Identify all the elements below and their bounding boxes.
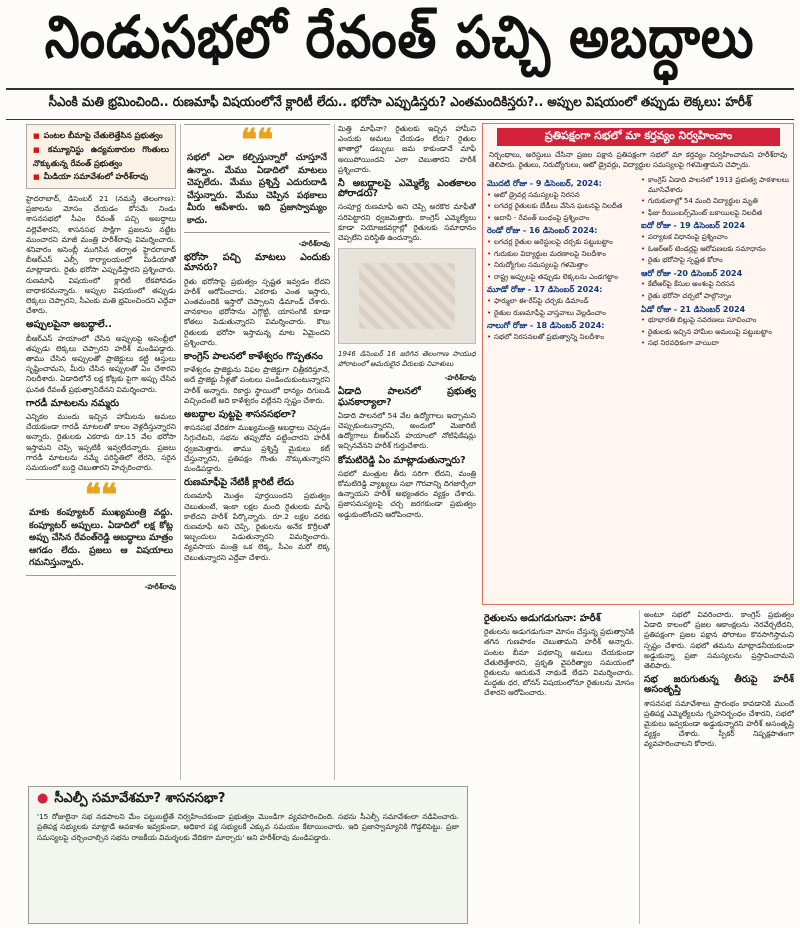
body-paragraph: సంపూర్ణ రుణమాఫీ అని చెప్పి అరకొర మాఫీతో సరిపెట్టారని ధ్వజమెత్తారు. కాంగ్రెస్ ఎమ్మెల్యేలు కూడా నియోజకవర్గాల్లో రైతులకు సమాధానం చెప్పలేని పరిస్థితి ఉందన్నారు.: [338, 202, 476, 243]
session-item: • రైతుల రుణమాఫీపై వాస్తవాలు వెల్లడించాం: [487, 309, 635, 319]
pull-quote-text: మాకు కంప్యూటర్ ముఖ్యమంత్రి వద్దు. కంప్యూటర్ అప్పులు. ఏడాదిలో లక్ష కోట్ల అప్పు చేసిన రేవంత్‌రెడ్డి అబద్ధాలు మాత్రం ఆగడం లేదు. ప్రజలు ఆ విషయాలు గమనిస్తున్నారు.: [29, 508, 173, 569]
session-item: • సభ నిరవధికంగా వాయిదా: [641, 339, 789, 349]
highlight-item: ■ మీడియా సమావేశంలో హరీశ్‌రావు: [33, 170, 169, 184]
session-item: • పర్యాటక విధానంపై ప్రశ్నించాం: [641, 233, 789, 243]
session-item: • ఓఆర్ఆర్ టెండర్లపై ఆరోపణలకు సమాధానం: [641, 245, 789, 255]
session-item: • లగచర్ల రైతులకు బేడీలు వేసిన ఘటనపై నిలదీత: [487, 202, 635, 212]
body-paragraph: శాసనసభ సమావేశాలు ప్రారంభం కావడానికి ముందే ప్రతిపక్ష ఎమ్మెల్యేలను గృహనిర్బంధం చేశారని, సభలో మైకులు ఇవ్వకుండా అడ్డుకున్నారని హరీశ్ అసంతృప్తి వ్యక్తం చేశారు. స్పీకర్ నిష్పక్షపాతంగా వ్యవహరించాలని కోరారు.: [644, 698, 794, 749]
body-paragraph: రైతులను అడుగడుగునా మోసం చేస్తున్న ప్రభుత్వానికి తగిన గుణపాఠం చెబుతామని హరీశ్ అన్నారు. పంటల బీమా పథకాన్ని అమలు చేయకుండా చేతులెత్తేశారని, ప్రకృతి వైపరీత్యాల సమయంలో రైతులను ఆదుకునే నాథుడే లేడని విమర్శించారు. మద్దతు ధర, బోనస్ విషయంలోనూ రైతులను మోసం చేశారని ఆరోపించారు.: [484, 627, 634, 698]
session-item: • ఆటో డ్రైవర్ల సమస్యలపై నిరసన: [487, 191, 635, 201]
session-day-heading: మొదటి రోజు - 9 డిసెంబర్, 2024:: [487, 179, 602, 188]
section-heading: సభ జరుగుతున్న తీరుపై హరీశ్ అసంతృప్తి: [644, 674, 794, 696]
session-day-heading: మూడో రోజు - 17 డిసెంబర్ 2024:: [487, 285, 603, 295]
section-heading: గారడీ మాటలను నమ్మరు: [26, 397, 120, 409]
session-day-heading: ఆరో రోజు -20 డిసెంబర్ 2024: [641, 268, 743, 278]
box-text: '15 రోజులైనా సభ నడపాలని మేం పట్టుబట్టితే నిర్వహించకుండా ప్రభుత్వం మొండిగా వ్యవహరించింది. సభను సీఎల్పీ సమావేశంలా నడిపించారు. ప్రతిపక్ష సభ్యులకు మాట్లాడే అవకాశం ఇవ్వకుండా, అధికార పక్ష సభ్యులకే ఎక్కువ సమయం కేటాయించారు. ఇది ప్రజాస్వామ్యానికి గొడ్డలిపెట్టు. ప్రజా సమస్యలపై చర్చించాల్సిన సభను రాజకీయ విమర్శలకు వేదికగా మార్చారు' అని హరీశ్‌రావు మండిపడ్డారు.: [37, 812, 459, 842]
column-divider: [334, 124, 335, 780]
panel-columns: [487, 176, 789, 351]
panel-left-column: [487, 176, 635, 351]
body-paragraph: శాసనసభ వేదికగా ముఖ్యమంత్రి అబద్ధాలు చెప్పడం సిగ్గుచేటని, సభను తప్పుదోవ పట్టించారని హరీశ్ ధ్వజమెత్తారు. తాము ప్రశ్నిస్తే మైకులు కట్ చేస్తున్నారని, ప్రతిపక్షం గొంతు నొక్కుతున్నారని మండిపడ్డారు.: [184, 423, 330, 474]
subheadline-divider: [6, 119, 794, 120]
section-heading: రైతులను అడుగడుగునా: హరీశ్: [484, 613, 601, 624]
section-heading: కాంగ్రెస్ పాలనలో కాళేశ్వరం గొప్పతనం: [184, 351, 323, 363]
session-item: • భూభారతి బిల్లుపై సవరణలు సూచించాం: [641, 316, 789, 326]
body-paragraph: ఎన్నికల ముందు ఇచ్చిన హామీలను అమలు చేయకుండా గారడీ మాటలతో కాలం వెళ్లదీస్తున్నారని అన్నారు. రైతులకు ఎకరాకు రూ.15 వేల భరోసా ఇస్తామని చెప్పి ఇప్పటికీ ఇవ్వలేదన్నారు. ప్రజలు గారడీ మాటలను నమ్మే పరిస్థితిలో లేరని, సరైన సమయంలో బుద్ధి చెబుతారని హెచ్చరించారు.: [26, 412, 176, 473]
session-item: • గురుకులాల్లో 54 మంది విద్యార్థుల మృతి: [641, 197, 789, 207]
quote-byline: -హరీశ్‌రావు: [144, 582, 176, 591]
clp-meeting-box: [28, 786, 468, 924]
photo-caption: 1946 డిసెంబర్ 16 జరిగిన తెలంగాణ సాయుధ పోరాటంలో అమరులైన వీరులకు నివాళులు: [338, 350, 476, 369]
section-heading: అప్పులపైనా అబద్ధాలే..: [26, 319, 112, 331]
pull-quote: [184, 124, 330, 233]
body-paragraph: మిత్తి మాఫీనా? రైతులకు ఇచ్చిన హామీని ఎందుకు అమలు చేయడం లేదు? రైతుల ఖాతాల్లో డబ్బులు జమ కాకుండానే మాఫీ అయిపోయిందని ఎలా చెబుతారని హరీశ్ ప్రశ్నించారు.: [338, 124, 476, 174]
column-1: [26, 124, 176, 780]
subheadline-bar: [0, 90, 800, 118]
session-day-heading: ఐదో రోజు - 19 డిసెంబర్ 2024: [641, 221, 745, 231]
session-item: • రైతులకు ఇచ్చిన హామీల అమలుపై పట్టుబట్టాం: [641, 328, 789, 338]
session-day-heading: ఏడో రోజు - 21 డిసెంబర్ 2024: [641, 304, 746, 314]
memorial-photo: [338, 248, 476, 344]
section-heading: అబద్ధాల పుట్టపై శాసనసభలా?: [184, 409, 297, 421]
session-item: • రాష్ట్ర అప్పులపై తప్పుడు లెక్కలను ఎండగట్టాం: [487, 273, 635, 283]
body-paragraph: రైతు భరోసాపై ప్రభుత్వం స్పష్టత ఇవ్వడం లేదని హరీశ్ ఆరోపించారు. ఎకరాకు ఎంత ఇస్తారు, ఎంతమందికి ఇస్తారో చెప్పాలని డిమాండ్ చేశారు. వానకాలం భరోసాను ఎగ్గొట్టి, యాసంగికి కూడా కోతలు పెడుతున్నారని విమర్శించారు. కౌలు రైతులకు భరోసా ఇస్తామన్న మాట ఏమైందని ప్రశ్నించారు.: [184, 276, 330, 347]
quote-mark-icon: ❝❝: [84, 478, 118, 514]
headline: నిండుసభలో రేవంత్ పచ్చి అబద్ధాలు: [45, 2, 755, 71]
body-paragraph: ఏడాది పాలనలో 54 వేల ఉద్యోగాలు ఇచ్చామని చెప్పుకుంటున్నారని, అందులో మెజారిటీ ఉద్యోగాలు బీఆర్‌ఎస్ హయాంలో నోటిఫికేషన్లు ఇచ్చినవేనని హరీశ్ గుర్తుచేశారు.: [338, 410, 476, 451]
session-item: • సభలో నిరసనలతో ప్రభుత్వాన్ని నిలదీశాం: [487, 333, 635, 343]
session-item: • రైతు భరోసాపై స్పష్టత కోరాం: [641, 256, 789, 266]
column-3: [338, 124, 476, 780]
body-paragraph: కాళేశ్వరం ప్రాజెక్టును విఫల ప్రాజెక్టుగా చిత్రీకరిస్తూనే, అదే ప్రాజెక్టు నీళ్లతో పంటలు పండించుకుంటున్నారని హరీశ్ అన్నారు. రికార్డు స్థాయిలో ధాన్యం దిగుబడి వచ్చిందంటే అది కాళేశ్వరం వల్లేనని స్పష్టం చేశారు.: [184, 365, 330, 405]
pull-quote-text: సభలో ఎలా కల్పిస్తున్నారో చూస్తూనే ఉన్నాం. మేము ఏడాదిలో మాటలు చెప్పలేదు. మేము ప్రశ్నిస్తే ఎదురుదాడి చేస్తున్నారు. మేము చెప్పిన పథకాలు మీరు ఆపేశారు. ఇది ప్రజాస్వామ్యం కాదు.: [187, 153, 327, 226]
column-2: [184, 124, 330, 780]
session-day-heading: నాలుగో రోజు - 18 డిసెంబర్ 2024:: [487, 321, 605, 331]
highlight-item: ■ కమ్యూనిస్టు ఉద్యమకారుల గొంతులు నొక్కుతున్న రేవంత్ ప్రభుత్వం: [33, 143, 169, 170]
quote-byline: -హరీశ్‌రావు: [298, 240, 330, 248]
box-title: ● సీఎల్పీ సమావేశమా? శాసనసభా?: [37, 791, 459, 809]
section-heading: కోమటిరెడ్డి ఏం మాట్లాడుతున్నారు?: [338, 454, 466, 466]
session-item: • లగచర్ల రైతుల అరెస్టులపై చర్చకు పట్టుబట్టాం: [487, 238, 635, 248]
panel-title: ప్రతిపక్షంగా సభలో మా కర్తవ్యం నిర్వహించాం: [497, 128, 780, 146]
caption-byline: -హరీశ్‌రావు: [444, 374, 476, 383]
section-heading: ఏడాది పాలనలో ప్రభుత్వ ఘనకార్యాలా?: [338, 386, 476, 408]
session-day-heading: రెండో రోజు - 16 డిసెంబర్ 2024:: [487, 226, 598, 236]
body-paragraph: రుణమాఫీ మొత్తం పూర్తయిందని ప్రభుత్వం చెబుతుంటే, ఇంకా లక్షల మంది రైతులకు మాఫీ కాలేదని హరీశ్ పేర్కొన్నారు. రూ.2 లక్షల వరకు రుణమాఫీ అని చెప్పి, రైతులను అనేక కొర్రీలతో ఇబ్బందులు పెడుతున్నారని విమర్శించారు. వ్యవసాయ మంత్రి ఒక లెక్క, సీఎం మరో లెక్క చెబుతున్నారని ఎద్దేవా చేశారు.: [184, 491, 330, 562]
body-paragraph: బీఆర్‌ఎస్ హయాంలో చేసిన అప్పులపై అసెంబ్లీలో తప్పుడు లెక్కలు చెప్పారని హరీశ్ మండిపడ్డారు. తాము చేసిన అప్పులతో ప్రాజెక్టులు కట్టి ఆస్తులు సృష్టించామని, మీరు చేసిన అప్పులతో ఏం చేశారని నిలదీశారు. ఏడాదిలోనే లక్ష కోట్లకు పైగా అప్పు చేసిన ఘనత రేవంత్ ప్రభుత్వానిదేనని విమర్శించారు.: [26, 333, 176, 394]
column-divider: [639, 610, 640, 924]
pull-quote: [26, 479, 176, 576]
subheadline: సీఎంకి మతి భ్రమించింది.. రుణమాఫీ విషయంలోనే క్లారిటీ లేదు.. భరోసా ఎప్పుడిస్తరు? ఎంతమందికిస్తరు?.. అప్పుల విషయంలో తప్పుడు లెక్కలు: హరీశ్: [48, 95, 752, 110]
session-item: • అదానీ - రేవంత్ బంధంపై ప్రశ్నించాం: [487, 214, 635, 224]
session-item: • ఫార్ములా ఈ-రేస్‌పై చర్చకు డిమాండ్: [487, 297, 635, 307]
lower-right-column-2: [644, 610, 794, 924]
session-item: • రైతు భరోసా చర్చలో పాల్గొన్నాం: [641, 292, 789, 302]
lower-right-column-1: [484, 610, 634, 924]
session-item: • కేటీఆర్‌పై కేసుల అంశంపై నిరసన: [641, 280, 789, 290]
highlights-box: [26, 124, 176, 189]
session-item: • నిరుద్యోగుల సమస్యలపై గళమెత్తాం: [487, 261, 635, 271]
session-item: • ఫీజు రీయింబర్స్‌మెంట్ బకాయిలపై నిలదీత: [641, 209, 789, 219]
quote-mark-icon: ❝❝: [240, 124, 274, 158]
section-heading: నీ అబద్ధాలపై ఎమ్మెల్యే ఎంతకాలం పోరాడరు?: [338, 178, 476, 200]
headline-bar: [0, 0, 800, 88]
session-item: • గురుకుల విద్యార్థుల మరణాలపై నిలదీశాం: [487, 250, 635, 260]
section-heading: భరోసా పచ్చి మాటలు ఎందుకు మానరు?: [184, 252, 330, 274]
column-divider: [180, 124, 181, 780]
panel-intro: నిర్బంధాలు, అరెస్టులు చేసినా ప్రజల పక్షాన ప్రతిపక్షంగా సభలో మా కర్తవ్యం నిర్వహించామని హరీశ్‌రావు తెలిపారు. రైతులు, నిరుద్యోగులు, ఆటో డ్రైవర్లు, విద్యార్థుల సమస్యలపై గళమెత్తామని చెప్పారు.: [489, 150, 787, 169]
body-paragraph: సభలో మంత్రుల తీరు సరిగా లేదని, మంత్రి కోమటిరెడ్డి వ్యాఖ్యలు సభా గౌరవాన్ని దిగజార్చేలా ఉన్నాయని హరీశ్ అభ్యంతరం వ్యక్తం చేశారు. ప్రజాసమస్యలపై చర్చ జరగకుండా ప్రభుత్వం అడ్డుకుంటోందని ఆరోపించారు.: [338, 468, 476, 519]
highlight-item: ■ పంటల బీమాపై చేతులెత్తేసిన ప్రభుత్వం: [33, 129, 169, 143]
section-heading: రుణమాఫీపై నేటికీ క్లారిటీ లేదు: [184, 477, 294, 489]
session-item: • కాంగ్రెస్ ఏడాది పాలనలో 1913 ప్రభుత్వ పాఠశాలలు మూసివేశారు: [641, 176, 789, 195]
opposition-duty-panel: [482, 123, 794, 605]
body-paragraph: హైదరాబాద్, డిసెంబర్ 21 (నమస్తే తెలంగాణ): ప్రజాలను మోసం చేయడం కోసమే నిండు శాసనసభలో సీఎం రేవంత్ పచ్చి అబద్ధాలు వల్లెవేశారని, శాసనసభ సాక్షిగా ప్రజలను నట్టేట ముంచారని మాజీ మంత్రి హరీశ్‌రావు విమర్శించారు. శనివారం అసెంబ్లీ ముగిసిన తర్వాత హైదరాబాద్ బీఆర్‌ఎస్ ఎల్పీ కార్యాలయంలో మీడియాతో మాట్లాడారు. రైతు భరోసా ఎప్పుడిస్తారని ప్రశ్నించారు. రుణమాఫీ విషయంలో క్లారిటీ లేకపోవడం బాధాకరమన్నారు. అప్పుల విషయంలో తప్పుడు లెక్కలు చెప్పారని, సీఎంకు మతి భ్రమించిందని ఎద్దేవా చేశారు.: [26, 194, 176, 316]
panel-right-column: [641, 176, 789, 351]
body-paragraph: అంటూ సభలో వివరించారు. కాంగ్రెస్ ప్రభుత్వం ఏడాది కాలంలో ప్రజల ఆకాంక్షలను నెరవేర్చలేదని, ప్రతిపక్షంగా ప్రజల పక్షాన పోరాటం కొనసాగిస్తామని స్పష్టం చేశారు. సభలో తమను మాట్లాడనీయకుండా అడ్డుకున్నా ప్రజా సమస్యలను ప్రస్తావించామని తెలిపారు.: [644, 610, 794, 671]
